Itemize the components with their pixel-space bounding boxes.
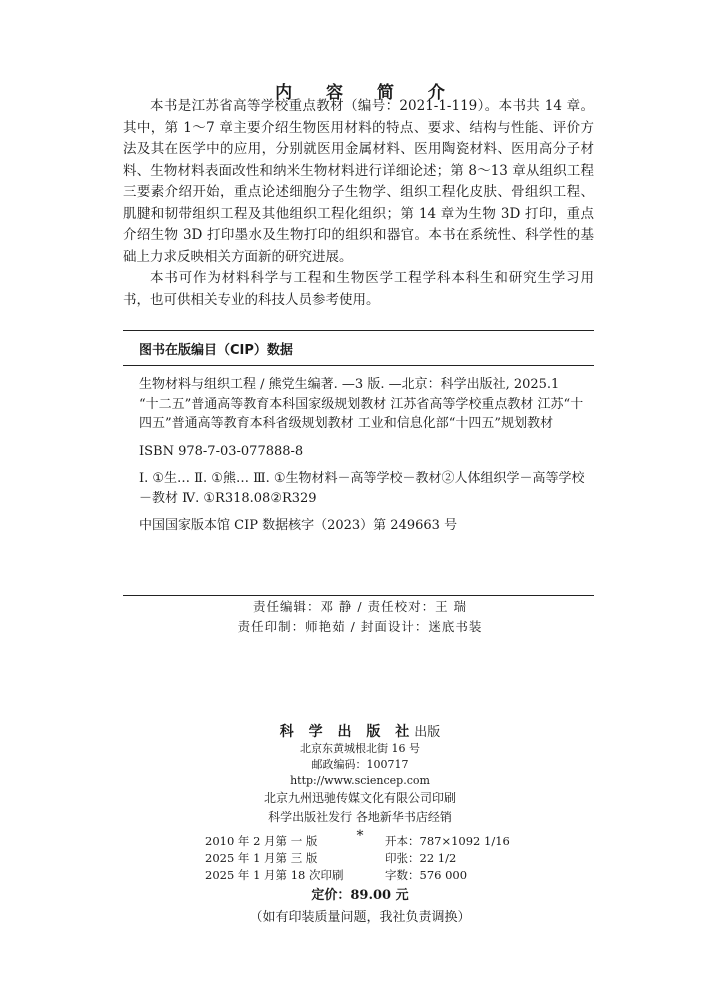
edition-right: 开本：787×1092 1/16 <box>385 834 510 848</box>
cip-record-number: 中国国家版本馆 CIP 数据核字（2023）第 249663 号 <box>139 518 458 533</box>
editorial-credits <box>0 597 720 637</box>
page-title: 内 容 简 介 <box>275 83 459 103</box>
publisher-info <box>0 724 720 843</box>
quality-note: （如有印装质量问题，我社负责调换） <box>249 910 471 925</box>
publisher-postcode: 邮政编码：100717 <box>311 758 409 771</box>
printer-info: 北京九州迅驰传媒文化有限公司印刷 <box>263 791 456 805</box>
edition-left: 2025 年 1 月第 三 版 <box>205 851 318 865</box>
edition-row <box>205 867 535 884</box>
cip-main-entry: 生物材料与组织工程 / 熊党生编著. —3 版. —北京：科学出版社, 2025.1 <box>139 377 560 392</box>
edition-left: 2010 年 2 月第 一 版 <box>205 834 318 848</box>
cip-body <box>139 367 591 536</box>
edition-details <box>205 833 535 884</box>
edition-row <box>205 850 535 867</box>
edition-left: 2025 年 1 月第 18 次印刷 <box>205 868 344 882</box>
credits-line: 责任印制：师艳茹 / 封面设计：迷底书装 <box>237 619 483 634</box>
cip-series-note: “十二五”普通高等教育本科国家级规划教材 江苏省高等学校重点教材 江苏“十四五”普通高等教育本科省级规划教材 工业和信息化部“十四五”规划教材 <box>139 396 584 431</box>
divider <box>123 365 594 366</box>
edition-right: 字数：576 000 <box>385 868 468 882</box>
publisher-website: http://www.sciencep.com <box>290 774 430 787</box>
cip-classification: Ⅰ. ①生… Ⅱ. ①熊… Ⅲ. ①生物材料－高等学校－教材②人体组织学－高等学校－教材 Ⅳ. ①R318.08②R329 <box>139 471 585 506</box>
publisher-name: 科 学 出 版 社 <box>279 724 415 740</box>
edition-right: 印张：22 1/2 <box>385 851 457 865</box>
intro-paragraph: 本书可作为材料科学与工程和生物医学工程学科本科生和研究生学习用书，也可供相关专业的科技人员参考使用。 <box>123 270 594 308</box>
publisher-name-suffix: 出版 <box>414 725 441 740</box>
edition-row <box>205 833 535 850</box>
distribution-info: 科学出版社发行 各地新华书店经销 <box>268 810 452 824</box>
price: 定价：89.00 元 <box>311 888 409 903</box>
cip-block <box>123 330 594 596</box>
intro-section <box>123 96 594 311</box>
cip-isbn: ISBN 978-7-03-077888-8 <box>139 443 304 459</box>
separator-star: * <box>356 828 364 844</box>
intro-paragraph: 本书是江苏省高等学校重点教材（编号：2021-1-119）。本书共 14 章。其中，第 1～7 章主要介绍生物医用材料的特点、要求、结构与性能、评价方法及其在医学中的应用，分别就医用金属材料、医用陶瓷材料、医用高分子材料、生物材料表面改性和纳米生物材料进行详细论述；第 8～13 章从组织工程三要素介绍开始，重点论述细胞分子生物学、组织工程化皮肤、骨组织工程、肌腱和韧带组织工程及其他组织工程化组织；第 14 章为生物 3D 打印，重点介绍生物 3D 打印墨水及生物打印的组织和器官。本书在系统性、科学性的基础上力求反映相关方面新的研究进展。 <box>123 98 594 265</box>
credits-line: 责任编辑：邓 静 / 责任校对：王 瑞 <box>252 599 468 614</box>
cip-heading: 图书在版编目（CIP）数据 <box>139 343 293 358</box>
publisher-address: 北京东黄城根北街 16 号 <box>300 742 420 755</box>
